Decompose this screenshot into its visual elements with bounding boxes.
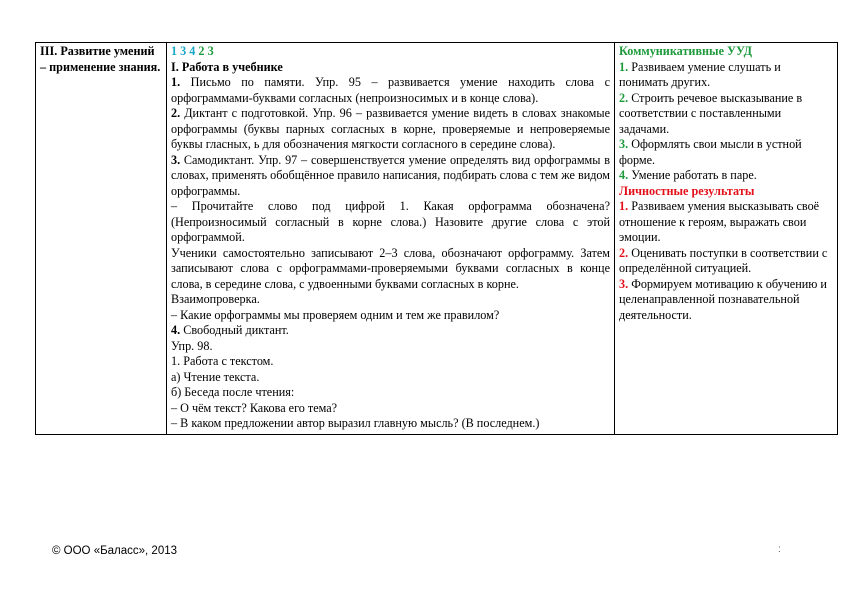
header-number: 2 [198,44,205,58]
personal-item: 2. Оценивать поступки в соответствии с определённой ситуацией. [619,245,828,275]
question-2: – Какие орфограммы мы проверяем одним и тем же правилом? [171,307,500,322]
communicative-item: 1. Развиваем умение слушать и понимать других. [619,59,781,89]
footer-copyright: © ООО «Баласс», 2013 [52,545,178,557]
sub-item-b: б) Беседа после чтения: [171,385,295,399]
activity-item: 3. Самодиктант. Упр. 97 – совершенствуется умение определять вид орфограммы в словах, применять обобщённое правило написания, подбирать слова с тем же видом орфограммы. [171,152,610,198]
exercise-ref: Упр. 98. [171,338,213,353]
header-number: 3 [180,44,187,58]
activity-item: 4. Свободный диктант. [171,323,289,337]
activity-item: 1. Письмо по памяти. Упр. 95 – развивается умение находить слова с орфограммами-буквами согласных (непроизносимых и в конце слова). [171,75,610,105]
question-1: – Прочитайте слово под цифрой 1. Какая орфограмма обозначена? (Непроизносимый согласный в корне слова.) Назовите другие слова с этой орфограммой. [171,199,610,244]
sub-item-a: а) Чтение текста. [171,369,260,384]
activity-item: 2. Диктант с подготовкой. Упр. 96 – развивается умение видеть в словах знакомые орфограммы (буквы парных согласных в корне, проверяемые и непроверяемые буквы гласных, ь для обозначения мягкости согласного в середине слова). [171,106,610,151]
mutual-check: Взаимопроверка. [171,292,260,306]
question-3: – О чём текст? Какова его тема? [171,400,338,415]
question-4: – В каком предложении автор выразил главную мысль? (В последнем.) [171,416,540,430]
personal-item: 3. Формируем мотивацию к обучению и целенаправленной познавательной деятельности. [619,276,827,322]
activities-title: I. Работа в учебнике [171,59,283,74]
personal-item: 1. Развиваем умения высказывать своё отношение к героям, выражать свои эмоции. [619,199,820,244]
header-number: 1 [171,44,178,58]
lesson-table [35,42,838,435]
personal-title: Личностные результаты [619,183,755,198]
table-row [36,43,838,435]
stage-cell [36,43,167,435]
students-work: Ученики самостоятельно записывают 2–3 слова, обозначают орфограмму. Затем записывают слова с орфограммами-проверяемыми буквами согласных в конце слова, в середине слова, с удвоенными буквами согласных в корне. [171,245,610,291]
header-number: 3 [207,44,214,58]
communicative-item: 2. Строить речевое высказывание в соответствии с поставленными задачами. [619,90,803,136]
activities-cell [167,43,615,435]
communicative-title: Коммуникативные УУД [619,44,753,58]
outcomes-cell [615,43,838,435]
page-mark: : [778,544,781,555]
header-number: 4 [189,44,196,58]
header-numbers [171,44,610,60]
communicative-item: 4. Умение работать в паре. [619,168,757,182]
communicative-item: 3. Оформлять свои мысли в устной форме. [619,137,802,167]
work-text: 1. Работа с текстом. [171,354,274,368]
stage-title: III. Развитие умений – применение знания. [40,44,161,74]
